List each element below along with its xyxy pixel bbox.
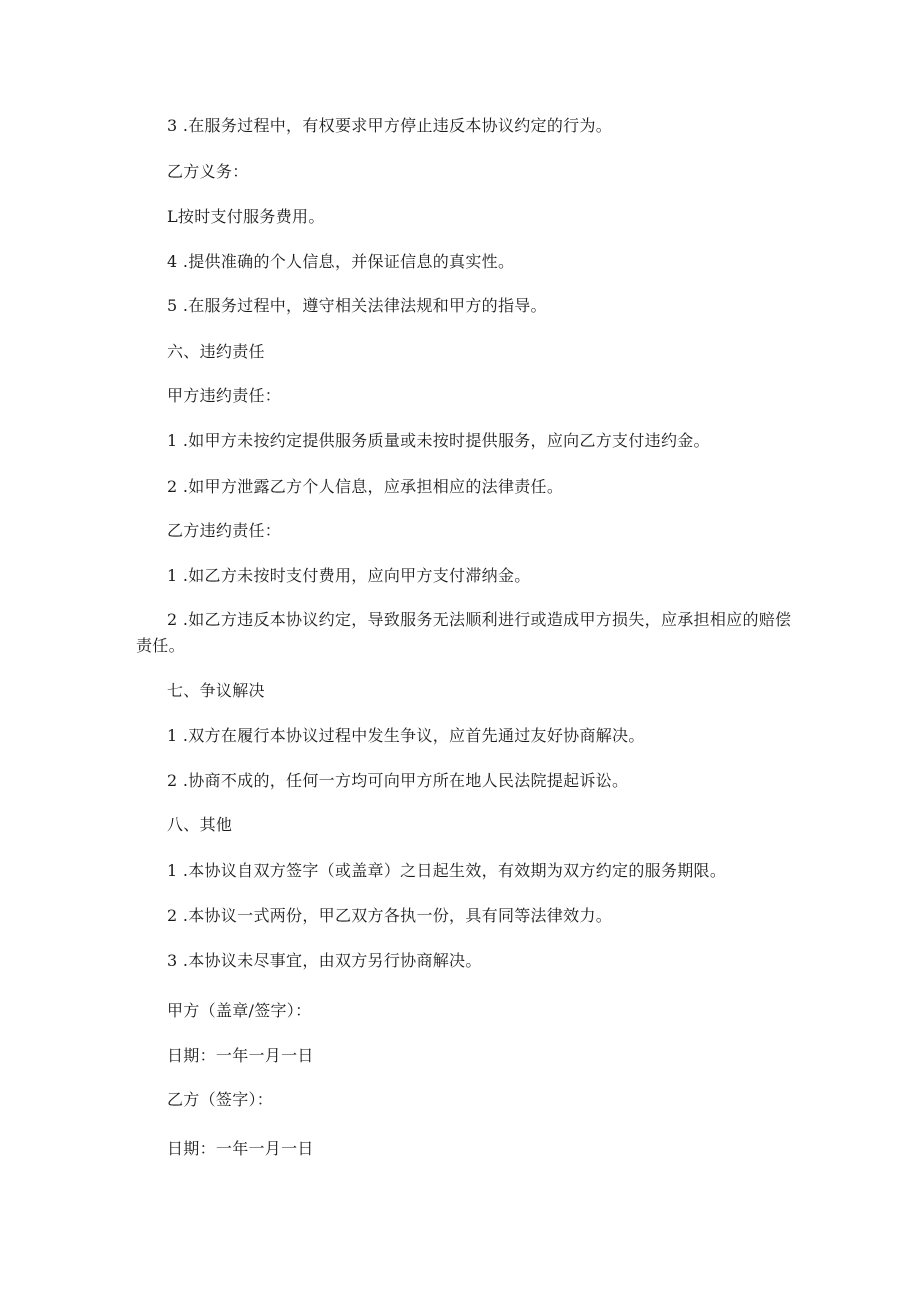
party-b-obligations-heading: 乙方义务： (167, 162, 249, 181)
party-b-breach-1: 1 .如乙方未按时支付费用，应向甲方支付滞纳金。 (167, 566, 531, 585)
other-2: 2 .本协议一式两份，甲乙双方各执一份，具有同等法律效力。 (167, 906, 613, 925)
section-7-heading: 七、争议解决 (167, 681, 265, 700)
party-a-breach-1: 1 .如甲方未按约定提供服务质量或未按时提供服务，应向乙方支付违约金。 (167, 431, 710, 450)
party-a-breach-2: 2 .如甲方泄露乙方个人信息，应承担相应的法律责任。 (167, 477, 564, 496)
dispute-2: 2 .协商不成的，任何一方均可向甲方所在地人民法院提起诉讼。 (167, 771, 629, 790)
section-8-heading: 八、其他 (167, 815, 233, 834)
party-b-breach-heading: 乙方违约责任： (167, 521, 282, 540)
party-a-right-3: 3 .在服务过程中，有权要求甲方停止违反本协议约定的行为。 (167, 116, 613, 135)
party-b-obligation-1: L按时支付服务费用。 (167, 207, 325, 226)
other-1: 1 .本协议自双方签字（或盖章）之日起生效，有效期为双方约定的服务期限。 (167, 861, 727, 880)
party-b-date: 日期：一年一月一日 (167, 1139, 314, 1158)
section-6-heading: 六、违约责任 (167, 342, 265, 361)
other-3: 3 .本协议未尽事宜，由双方另行协商解决。 (167, 951, 482, 970)
party-a-date: 日期：一年一月一日 (167, 1046, 314, 1065)
dispute-1: 1 .双方在履行本协议过程中发生争议，应首先通过友好协商解决。 (167, 726, 645, 745)
party-b-obligation-4: 4 .提供准确的个人信息，并保证信息的真实性。 (167, 252, 515, 271)
party-b-signature: 乙方（签字）： (167, 1090, 274, 1109)
party-a-signature: 甲方（盖章/签字）： (167, 1001, 312, 1020)
party-b-obligation-5: 5 .在服务过程中，遵守相关法律法规和甲方的指导。 (167, 296, 547, 315)
party-a-breach-heading: 甲方违约责任： (167, 386, 282, 405)
party-b-breach-2: 2 .如乙方违反本协议约定，导致服务无法顺利进行或造成甲方损失，应承担相应的赔偿责任。 (136, 610, 792, 655)
